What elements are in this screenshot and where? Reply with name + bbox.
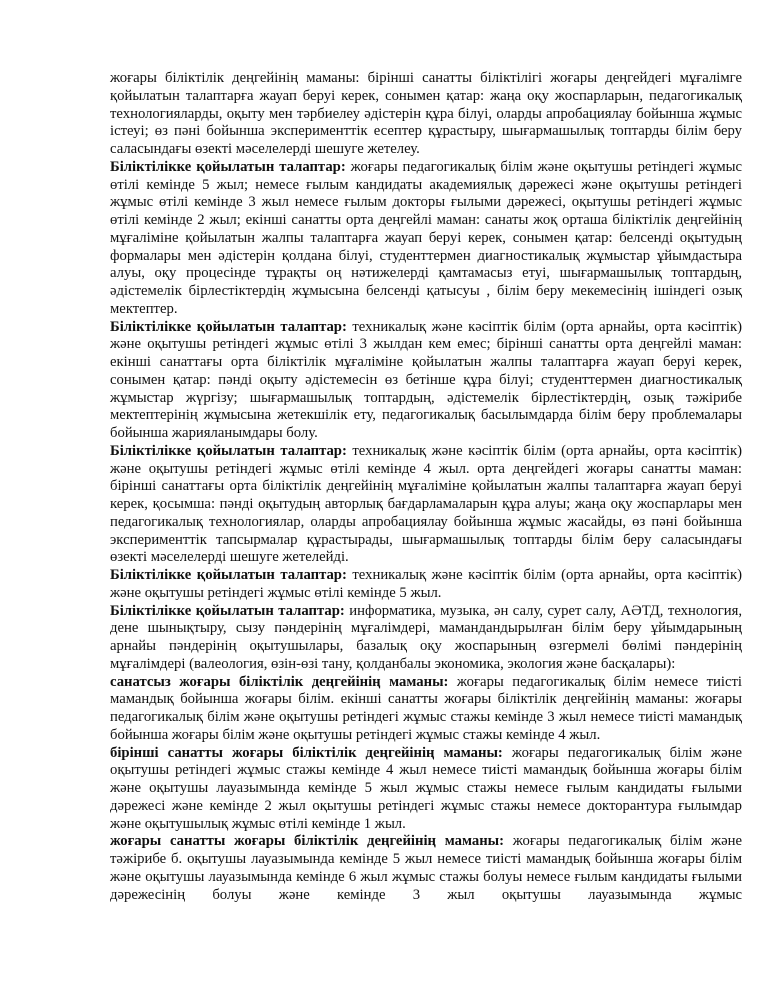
paragraph-6-lead: Біліктілікке қойылатын талаптар:	[110, 602, 345, 619]
paragraph-8	[110, 745, 742, 834]
paragraph-1	[110, 70, 742, 159]
paragraph-2-lead: Біліктілікке қойылатын талаптар:	[110, 158, 346, 175]
paragraph-4-text: техникалық және кәсіптік білім (орта арнайы, орта кәсіптік) және оқытушы ретіндегі жұмыс өтілі кемінде 4 жыл. орта деңгейдегі жоғары санатты маман: бірінші санаттағы орта біліктілік деңгейінің мұғаліміне қойылатын жалпы талаптарға жауап беруі керек, қосымша: пәнді оқытудың авторлық бағдарламаларын құра алуы; жаңа оқу жоспарлары мен педагогикалық технологиялар, оларды апробациялау бойынша жұмыс жасайды, өз пәні бойынша эксперименттік тапсырмалар құрастырады, шығармашылық топтарды білім беру саласындағы өзекті мәселелерді шешуге жетелейді.	[110, 442, 743, 566]
paragraph-7	[110, 674, 742, 745]
paragraph-1-text: жоғары біліктілік деңгейінің маманы: бірінші санатты біліктілігі жоғары деңгейдегі мұғалімге қойылатын талаптарға жауап беруі керек, сонымен қатар: жаңа оқу жоспарларын, педагогикалық технологияларды, оқыту мен тәрбиелеу әдістерін құра білуі, оларды апробациялау бойынша жұмыс істеуі; өз пәні бойынша эксперименттік есептер құрастыру, шығармашылық топтарды білім беру саласындағы өзекті мәселелерді шешуге жетелеу.	[110, 70, 742, 157]
paragraph-5-lead: Біліктілікке қойылатын талаптар:	[110, 567, 347, 583]
paragraph-4-lead: Біліктілікке қойылатын талаптар:	[110, 442, 347, 459]
paragraph-8-text: жоғары педагогикалық білім және оқытушы ретіндегі жұмыс стажы кемінде 4 жыл немесе тиісті мамандық бойынша жоғары білім және оқытушы лауазымында кемінде 5 жыл жұмыс стажы немесе ғылым кандидаты ғылыми дәрежесі және кемінде 2 жыл оқытушы ретіндегі жұмыс стажы немесе докторантура ғылымдар және оқытушылық жұмыс өтілі кемінде 1 жыл.	[110, 744, 742, 832]
document-page	[110, 70, 742, 904]
paragraph-9-text: жоғары педагогикалық білім және тәжірибе б. оқытушы лауазымында кемінде 5 жыл немесе тиісті мамандық бойынша жоғары білім және оқытушы лауазымында кемінде 6 жыл жұмыс стажы болуы немесе ғылым кандидаты ғылыми дәрежесінің болуы және кемінде 3 жыл оқытушы лауазымында жұмыс	[110, 833, 742, 903]
paragraph-3	[110, 319, 742, 443]
paragraph-5	[110, 567, 742, 603]
paragraph-2-text: жоғары педагогикалық білім және оқытушы ретіндегі жұмыс өтілі кемінде 5 жыл; немесе ғылым кандидаты академиялық дәрежесі және оқытушы ретіндегі жұмыс өтілі кемінде 3 жыл немесе ғылым докторы ғылыми дәрежесі, оқытушы ретіндегі жұмыс өтілі кемінде 2 жыл; екінші санатты орта деңгейлі маман: санаты жоқ орташа біліктілік деңгейінің мұғаліміне қойылатын жалпы талаптарға жауап беруі керек, сонымен қатар: белсенді оқытудың формалары мен әдістерін қолдана білуі, студенттермен диагностикалық жұмыстар ұйымдастыра алуы, оқу процесінде тұрақты оң нәтижелерді қамтамасыз етуі, шығармашылық топтардың, әдістемелік бірлестіктердің жұмысына белсенді қатысуы , білім беру мекемесінің ішіндегі озық мектептер.	[110, 158, 743, 317]
paragraph-2	[110, 159, 742, 319]
paragraph-3-lead: Біліктілікке қойылатын талаптар:	[110, 318, 347, 335]
paragraph-4	[110, 443, 742, 567]
paragraph-9-lead: жоғары санатты жоғары біліктілік деңгейінің маманы:	[110, 833, 505, 850]
paragraph-7-lead: санатсыз жоғары біліктілік деңгейінің маманы:	[110, 673, 449, 690]
paragraph-7-text: жоғары педагогикалық білім немесе тиісті мамандық бойынша жоғары білім. екінші санатты жоғары біліктілік деңгейінің маманы: жоғары педагогикалық білім және оқытушы ретіндегі жұмыс стажы кемінде 3 жыл немесе тиісті мамандық бойынша жоғары білім және оқытушы ретіндегі жұмыс стажы кемінде 4 жыл.	[110, 673, 742, 743]
paragraph-6-text: информатика, музыка, ән салу, сурет салу, АӘТД, технология, дене шынықтыру, сызу пәндерінің мұғалімдері, мамандандырылған білім беру ұйымдарының арнайы пәндерінің оқытушылары, базалық оқу жоспарының өзгермелі бөлімі пәндерінің мұғалімдері (валеология, өзін-өзі тану, қолданбалы экономика, экология және басқалары):	[110, 602, 743, 672]
paragraph-6	[110, 603, 742, 674]
paragraph-9	[110, 833, 742, 904]
paragraph-5-text: техникалық және кәсіптік білім (орта арнайы, орта кәсіптік) және оқытушы ретіндегі жұмыс өтілі кемінде 5 жыл.	[110, 567, 743, 601]
paragraph-3-text: техникалық және кәсіптік білім (орта арнайы, орта кәсіптік) және оқытушы ретіндегі жұмыс өтілі 3 жылдан кем емес; бірінші санатты орта деңгейлі маман: екінші санаттағы орта біліктілік мұғаліміне қойылатын жалпы талаптарға жауап беруі керек, сонымен қатар: пәнді оқыту әдістемесін өз бетінше құра білуі; студенттермен диагностикалық жұмыстар жүргізу; шығармашылық топтардың, әдістемелік бірлестіктердің, озық тәжірибе мектептерінің жұмысына жетекшілік ету, педагогикалық басылымдарда білім беру проблемалары бойынша жарияланымдары болу.	[110, 318, 743, 441]
paragraph-8-lead: бірінші санатты жоғары біліктілік деңгейінің маманы:	[110, 744, 503, 761]
